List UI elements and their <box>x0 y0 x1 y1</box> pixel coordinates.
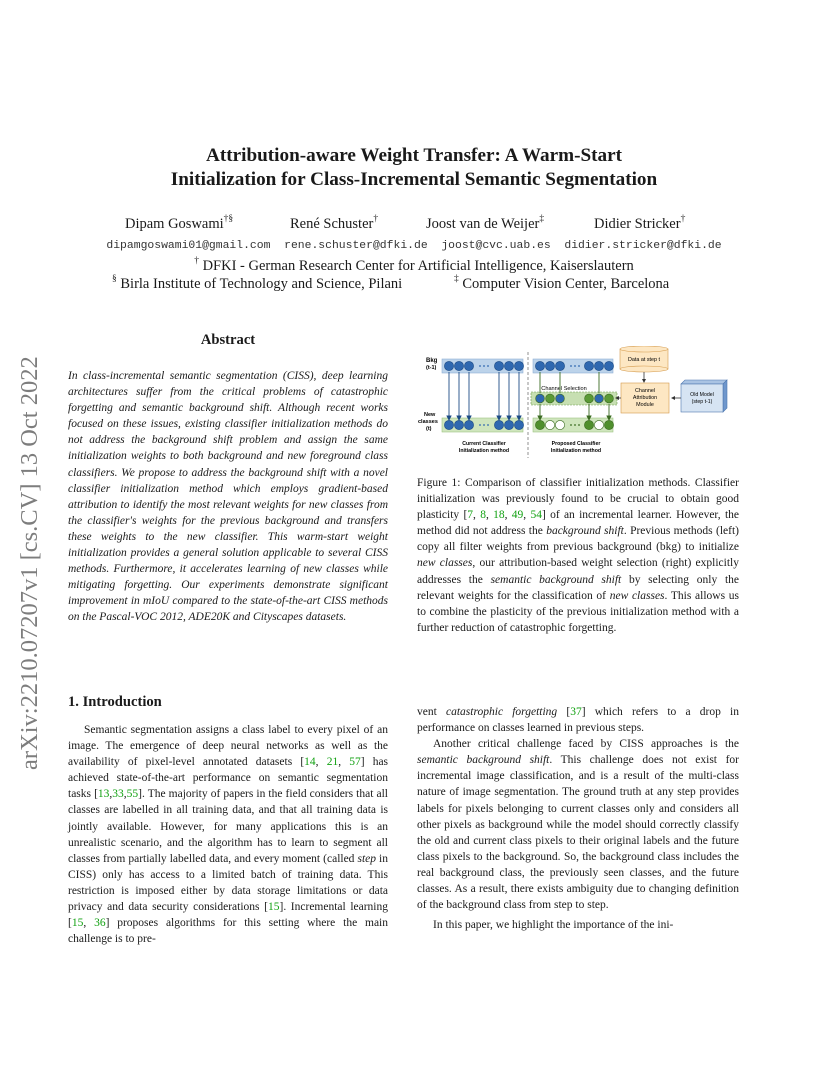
fig-old-model-label-2: (step t-1) <box>691 399 713 405</box>
figure-1-caption: Figure 1: Comparison of classifier initialization methods. Classifier initialization was previously found to be crucial to obtain good plasticity [7, 8, 18, 49, 54] of an incremental learner. However, the method did not address the background shift. Previous methods (left) copy all filter weights from previous background (bkg) to initialize new classes, our attribution-based weight selection (right) explicitly addresses the semantic background shift by selecting only the relevant weights for the classification of new classes. This allows us to combine the plasticity of the previous initialization method with a further reduction of catastrophic forgetting. <box>417 477 740 634</box>
citation-link[interactable]: 54 <box>530 509 542 522</box>
fig-bkg-label-2: (t-1) <box>426 365 437 371</box>
intro-body <box>68 722 388 947</box>
right-column-body <box>417 704 739 933</box>
author-schuster: René Schuster† <box>290 214 379 232</box>
intro-paragraph-1: Semantic segmentation assigns a class label to every pixel of an image. The emergence of deep neural networks as well as the availability of pixel-level annotated datasets [14, 21, 57] has achieved state-of-the-art performance on semantic segmentation tasks [13,33,55]. The majority of papers in the field considers that all classes are labelled in all training data, and that all training data is jointly available. However, for many applications this is an unrealistic scenario, and the algorithm has to learn to segment all classes from partially labelled data, and every moment (called step in CISS) only has access to a limited batch of training data. This restriction is imposed either by data storage limitations or data privacy and data security considerations [15]. Incremental learning [15, 36] proposes algorithms for this setting where the main challenge is to pre- <box>68 724 389 946</box>
fig-data-at-step: Data at step t <box>627 357 661 363</box>
right-paragraph-2: Another critical challenge faced by CISS approaches is the semantic background shift. This challenge does not exist for incremental image classification, and is a result of the multi-class nature of image segmentation. The ground truth at any step provides labels for pixels belonging to current classes only and considers all other pixels as background while the model should correctly classify the old and current class pixels to their original labels and the future class pixels to the background. So, the background class includes the real background class, the previously seen classes, and the future classes. As a result, there exists ambiguity due to changing definition of the background class from step to step. <box>417 738 740 912</box>
figure-1-diagram <box>414 346 744 462</box>
author-emails: dipamgoswami01@gmail.com rene.schuster@dfki.de joost@cvc.uab.es didier.stricker@dfki.de <box>106 240 722 252</box>
paper-title-line-2: Initialization for Class-Incremental Semantic Segmentation <box>170 169 658 190</box>
affiliation-birla: § Birla Institute of Technology and Science, Pilani <box>112 274 403 292</box>
fig-new-label-2: classes <box>418 419 438 425</box>
abstract-heading: Abstract <box>200 332 256 348</box>
fig-channel-selection: Channel Selection <box>541 386 587 392</box>
fig-bkg-label-1: Bkg <box>426 358 438 364</box>
citation-link[interactable]: 7 <box>467 509 474 522</box>
abstract-body: In class-incremental semantic segmentation (CISS), deep learning architectures suffer from the critical problems of catastrophic forgetting and semantic background shift. Although recent works focused on these issues, existing classifier initialization methods do not address the background shift problem and assign the same initialization weights to both background and new foreground class classifiers. We propose to address the background shift with a novel classifier initialization method which employs gradient-based attribution to identify the most relevant weights for new classes from the classifier's weights for the previous background and transfers these weights to the new classifier. This warm-start weight initialization provides a general solution applicable to several CISS methods. Furthermore, it accelerates learning of new classes while mitigating forgetting. Our experiments demonstrate significant improvement in mIoU compared to the state-of-the-art CISS methods on the Pascal-VOC 2012, ADE20K and Cityscapes datasets. <box>68 370 388 624</box>
fig-current-label-1: Current Classifier <box>462 441 506 447</box>
citation-link[interactable]: 15 <box>71 917 84 930</box>
citation-link[interactable]: 18 <box>493 509 505 522</box>
citation-link[interactable]: 55 <box>126 788 139 801</box>
paper-title-line-1: Attribution-aware Weight Transfer: A Warm-Start <box>205 145 623 166</box>
affiliation-dfki: † DFKI - German Research Center for Artificial Intelligence, Kaiserslautern <box>194 256 634 274</box>
citation-link[interactable]: 57 <box>349 756 361 769</box>
fig-module-label-1: Channel <box>634 388 656 394</box>
fig-current-label-2: Initialization method <box>458 448 510 454</box>
author-stricker: Didier Stricker† <box>594 214 686 232</box>
fig-proposed-label-1: Proposed Classifier <box>551 441 601 447</box>
citation-link[interactable]: 21 <box>326 756 339 769</box>
citation-link[interactable]: 13 <box>97 788 110 801</box>
citation-link[interactable]: 33 <box>112 788 124 801</box>
intro-heading: 1. Introduction <box>68 694 162 710</box>
citation-link[interactable]: 14 <box>304 756 316 769</box>
right-paragraph-3: In this paper, we highlight the importance of the ini- <box>433 919 674 932</box>
citation-link[interactable]: 49 <box>511 509 524 522</box>
citation-link[interactable]: 37 <box>570 706 582 718</box>
affiliation-cvc: ‡ Computer Vision Center, Barcelona <box>454 274 670 292</box>
figure-1 <box>414 346 744 462</box>
fig-module-label-2: Attribution <box>632 395 658 401</box>
fig-module-label-3: Module <box>636 402 654 408</box>
arxiv-side-stamp: arXiv:2210.07207v1 [cs.CV] 13 Oct 2022 <box>16 356 43 770</box>
author-goswami: Dipam Goswami†§ <box>125 214 234 232</box>
citation-link[interactable]: 15 <box>267 901 280 914</box>
fig-proposed-label-2: Initialization method <box>550 448 602 454</box>
author-van-de-weijer: Joost van de Weijer‡ <box>426 214 545 232</box>
citation-link[interactable]: 8 <box>480 509 486 522</box>
citation-link[interactable]: 36 <box>94 917 106 930</box>
fig-old-model-label-1: Old Model <box>690 392 714 398</box>
fig-new-label-1: New <box>424 412 436 418</box>
fig-new-label-3: (t) <box>426 426 432 432</box>
right-paragraph-1: vent catastrophic forgetting [37] which refers to a drop in performance on classes learned in previous steps. <box>417 706 739 735</box>
